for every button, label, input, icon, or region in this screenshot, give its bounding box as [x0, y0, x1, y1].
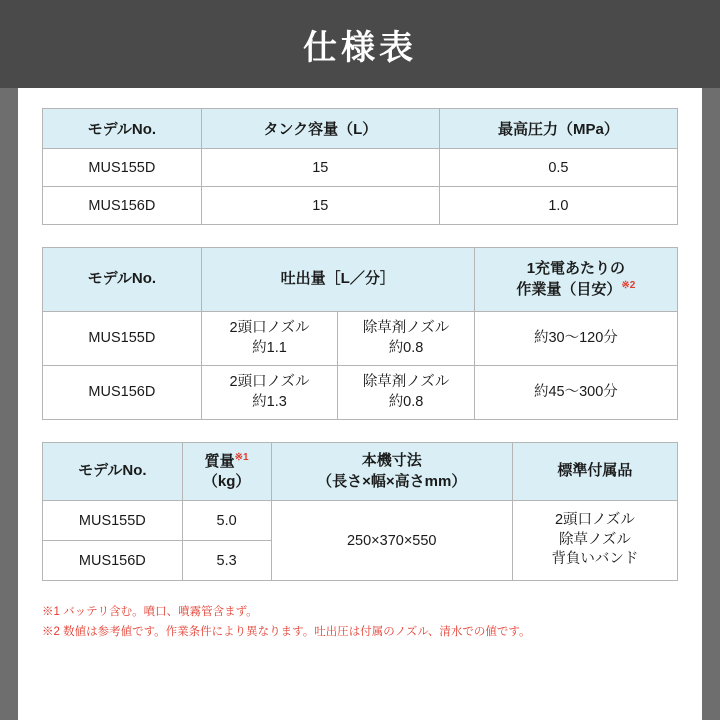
nozzle-herbicide-value: 約0.8	[388, 339, 424, 356]
cell-mass: 5.0	[182, 501, 271, 541]
cell-nozzle-twin	[201, 366, 338, 420]
column-header-work-per-charge	[474, 248, 677, 312]
cell-model: MUS156D	[43, 187, 202, 225]
spec-table-flow	[42, 247, 678, 420]
table-row	[43, 312, 678, 366]
cell-tank-capacity: 15	[201, 187, 439, 225]
nozzle-herbicide-value: 約0.8	[388, 393, 424, 410]
footnote-1: ※1 バッテリ含む。噴口、噴霧管含まず。	[42, 606, 258, 618]
cell-nozzle-twin	[201, 312, 338, 366]
dimensions-header-line2: （長さ×幅×高さmm）	[317, 472, 467, 490]
cell-work-per-charge: 約30〜120分	[474, 312, 677, 366]
column-header-model: モデルNo.	[43, 443, 183, 501]
table-header-row	[43, 109, 678, 149]
table-row	[43, 501, 678, 541]
page-content	[18, 88, 702, 642]
cell-work-per-charge: 約45〜300分	[474, 366, 677, 420]
work-header-line2: 作業量（目安）$^{※2}$	[516, 280, 636, 298]
cell-mass: 5.3	[182, 541, 271, 581]
table-header-row	[43, 443, 678, 501]
work-header-line1: 1充電あたりの	[526, 259, 626, 277]
nozzle-twin-value: 約1.3	[252, 393, 287, 410]
accessory-item: 背負いバンド	[551, 551, 639, 568]
cell-max-pressure: 1.0	[439, 187, 677, 225]
column-header-max-pressure: 最高圧力（MPa）	[439, 109, 677, 149]
table-header-row	[43, 248, 678, 312]
cell-model: MUS156D	[43, 541, 183, 581]
cell-nozzle-herbicide	[338, 312, 475, 366]
accessory-item: 除草ノズル	[558, 531, 631, 548]
mass-header-line1: 質量$^{※1}$	[204, 451, 249, 470]
spec-table-capacity	[42, 108, 678, 225]
nozzle-herbicide-label: 除草剤ノズル	[362, 319, 450, 336]
footnote-marker-2: ※2	[621, 280, 636, 291]
footnote-marker-1: ※1	[234, 451, 249, 463]
table-row	[43, 366, 678, 420]
column-header-model: モデルNo.	[43, 109, 202, 149]
table-row	[43, 149, 678, 187]
cell-model: MUS156D	[43, 366, 202, 420]
cell-tank-capacity: 15	[201, 149, 439, 187]
nozzle-herbicide-label: 除草剤ノズル	[362, 373, 450, 390]
nozzle-twin-label: 2頭口ノズル	[229, 373, 310, 390]
footnote-2: ※2 数値は参考値です。作業条件により異なります。吐出圧は付属のノズル、清水での値です。	[42, 625, 531, 638]
mass-header-line2: （kg）	[202, 473, 251, 490]
column-header-mass	[182, 443, 271, 501]
column-header-tank-capacity: タンク容量（L）	[201, 109, 439, 149]
nozzle-twin-value: 約1.1	[252, 339, 287, 356]
cell-model: MUS155D	[43, 501, 183, 541]
column-header-accessories: 標準付属品	[512, 443, 677, 501]
cell-max-pressure: 0.5	[439, 149, 677, 187]
cell-model: MUS155D	[43, 312, 202, 366]
accessory-item: 2頭口ノズル	[554, 512, 635, 529]
dimensions-header-line1: 本機寸法	[361, 452, 422, 470]
column-header-dimensions	[271, 443, 512, 501]
cell-accessories	[512, 501, 677, 581]
cell-nozzle-herbicide	[338, 366, 475, 420]
cell-model: MUS155D	[43, 149, 202, 187]
cell-dimensions: 250×370×550	[271, 501, 512, 581]
column-header-model: モデルNo.	[43, 248, 202, 312]
nozzle-twin-label: 2頭口ノズル	[229, 319, 310, 336]
column-header-flow-rate: 吐出量［L／分］	[201, 248, 474, 312]
footnotes	[42, 603, 678, 642]
page-title: 仕様表	[303, 28, 417, 67]
table-row	[43, 187, 678, 225]
spec-table-dimensions	[42, 442, 678, 581]
page-header	[0, 0, 720, 88]
